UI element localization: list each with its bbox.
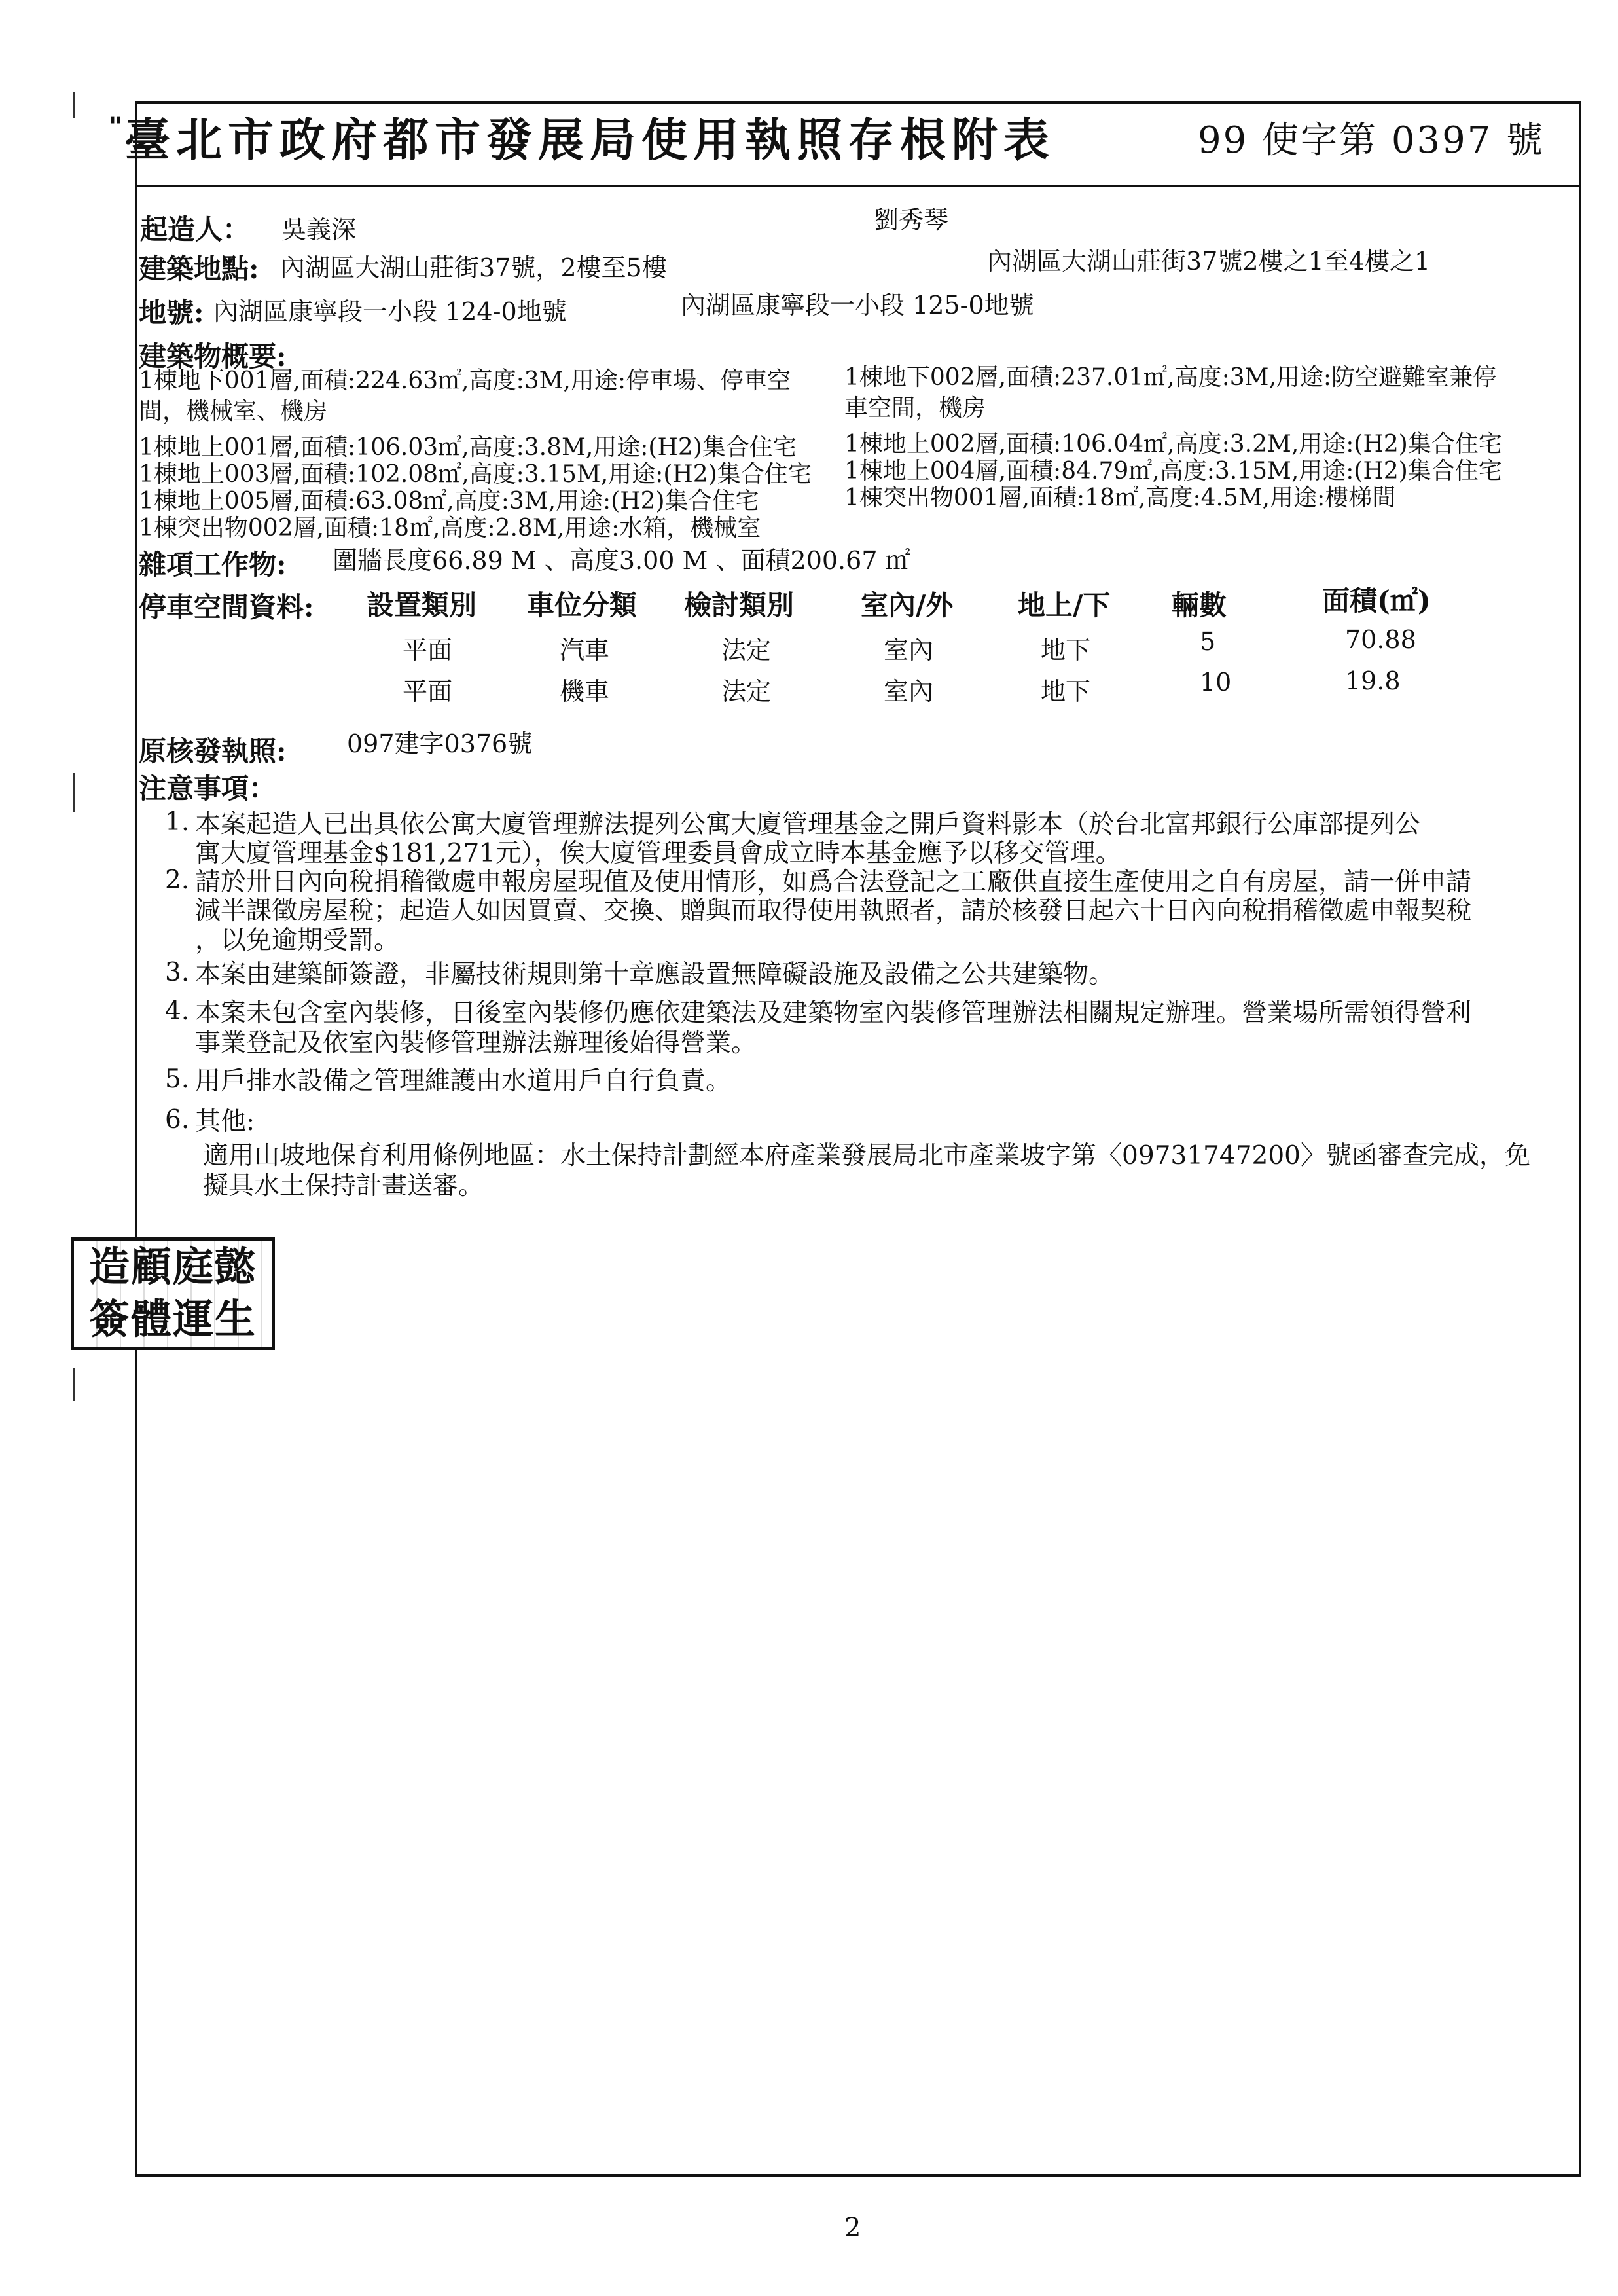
overview-right-line: 1棟地下002層,面積:237.01㎡,高度:3M,用途:防空避難室兼停	[844, 364, 1497, 391]
parking-cell: 19.8	[1345, 666, 1401, 695]
note-number: 4.	[165, 996, 190, 1026]
scan-mark	[73, 92, 75, 118]
parking-label: 停車空間資料:	[139, 591, 314, 623]
scan-mark	[73, 1368, 75, 1401]
parking-col-header: 檢討類別	[684, 589, 795, 621]
overview-right-line: 1棟突出物001層,面積:18㎡,高度:4.5M,用途:樓梯間	[844, 484, 1396, 511]
note-line: 寓大廈管理基金$181,271元），俟大廈管理委員會成立時本基金應予以移交管理。	[195, 839, 1121, 868]
parking-col-header: 輛數	[1172, 589, 1227, 621]
parking-cell: 平面	[403, 677, 453, 706]
note-number: 6.	[165, 1105, 190, 1135]
note-line: 本案起造人已出具依公寓大廈管理辦法提列公寓大廈管理基金之開戶資料影本（於台北富邦銀行公庫部提列公	[195, 810, 1421, 839]
overview-left-line: 間，機械室、機房	[139, 398, 328, 425]
parking-cell: 70.88	[1345, 625, 1416, 654]
title-divider	[135, 185, 1581, 187]
note-line: 本案由建築師簽證，非屬技術規則第十章應設置無障礙設施及設備之公共建築物。	[195, 960, 1115, 989]
official-seal-stamp	[71, 1237, 275, 1350]
notes-label: 注意事項：	[139, 773, 277, 805]
parking-cell: 機車	[560, 677, 610, 706]
overview-label: 建築物概要:	[139, 340, 287, 373]
parking-col-header: 設置類別	[367, 589, 477, 621]
parking-cell: 地下	[1041, 636, 1091, 665]
note-number: 2.	[165, 866, 190, 895]
note-number: 3.	[165, 958, 190, 987]
parking-col-header: 室內/外	[861, 589, 954, 621]
builder-name-1: 吳義深	[281, 215, 357, 244]
note-line: 用戶排水設備之管理維護由水道用戶自行負責。	[195, 1066, 732, 1096]
builder-label: 起造人：	[140, 213, 251, 246]
parking-cell: 法定	[721, 636, 772, 665]
note-other-line: 擬具水土保持計畫送審。	[203, 1171, 484, 1201]
note-line: 事業登記及依室內裝修管理辦法辦理後始得營業。	[195, 1029, 757, 1058]
overview-left-line: 1棟地下001層,面積:224.63㎡,高度:3M,用途:停車場、停車空	[139, 367, 791, 394]
original-permit-value: 097建字0376號	[347, 729, 533, 758]
site-label: 建築地點:	[139, 253, 259, 285]
note-other-line: 適用山坡地保育利用條例地區：水土保持計劃經本府產業發展局北市產業坡字第〈09731747200〉號函審查完成，免	[203, 1141, 1530, 1171]
page-title: 臺北市政府都市發展局使用執照存根附表	[124, 113, 1055, 167]
parking-cell: 室內	[884, 677, 934, 706]
page-number: 2	[844, 2213, 861, 2243]
note-line: 本案未包含室內裝修，日後室內裝修仍應依建築法及建築物室內裝修管理辦法相關規定辦理。營業場所需領得營利	[195, 998, 1472, 1028]
lot-number-1: 內湖區康寧段一小段 124-0地號	[213, 297, 567, 326]
misc-works-label: 雜項工作物:	[139, 549, 287, 581]
overview-right-line: 1棟地上004層,面積:84.79㎡,高度:3.15M,用途:(H2)集合住宅	[844, 458, 1502, 484]
seal-row: 簽體運生	[88, 1295, 257, 1343]
note-number: 5.	[165, 1065, 190, 1094]
overview-left-line: 1棟突出物002層,面積:18㎡,高度:2.8M,用途:水箱，機械室	[139, 515, 761, 541]
site-address-1: 內湖區大湖山莊街37號，2樓至5樓	[280, 253, 667, 282]
note-line: ，以免逾期受罰。	[195, 926, 400, 955]
original-permit-label: 原核發執照:	[139, 735, 287, 767]
parking-cell: 法定	[721, 677, 772, 706]
parking-col-header: 面積(㎡)	[1322, 585, 1431, 617]
builder-name-2: 劉秀琴	[874, 206, 949, 234]
note-line: 減半課徵房屋稅；起造人如因買賣、交換、贈與而取得使用執照者，請於核發日起六十日內向稅捐稽徵處申報契稅	[195, 896, 1472, 926]
overview-left-line: 1棟地上001層,面積:106.03㎡,高度:3.8M,用途:(H2)集合住宅	[139, 434, 797, 461]
parking-cell: 5	[1200, 627, 1216, 656]
parking-cell: 地下	[1041, 677, 1091, 706]
parking-cell: 10	[1200, 668, 1232, 697]
misc-works-value: 圍牆長度66.89 M 、高度3.00 M 、面積200.67 ㎡	[333, 546, 910, 575]
permit-number: 99 使字第 0397 號	[1198, 119, 1545, 162]
lot-number-2: 內湖區康寧段一小段 125-0地號	[681, 291, 1034, 319]
note-line: 其他:	[195, 1107, 255, 1137]
scan-mark	[73, 773, 75, 812]
overview-left-line: 1棟地上003層,面積:102.08㎡,高度:3.15M,用途:(H2)集合住宅	[139, 461, 812, 488]
parking-cell: 汽車	[560, 636, 610, 665]
overview-right-line: 1棟地上002層,面積:106.04㎡,高度:3.2M,用途:(H2)集合住宅	[844, 431, 1502, 458]
overview-left-line: 1棟地上005層,面積:63.08㎡,高度:3M,用途:(H2)集合住宅	[139, 488, 759, 515]
seal-row: 造顧庭懿	[88, 1243, 257, 1290]
overview-right-line: 車空間，機房	[844, 395, 986, 422]
lot-label: 地號:	[139, 297, 204, 329]
note-line: 請於卅日內向稅捐稽徵處申報房屋現值及使用情形，如爲合法登記之工廠供直接生產使用之自有房屋，請一併申請	[195, 867, 1472, 897]
note-number: 1.	[165, 807, 190, 837]
parking-col-header: 車位分類	[527, 589, 638, 621]
site-address-2: 內湖區大湖山莊街37號2樓之1至4樓之1	[987, 247, 1431, 276]
parking-col-header: 地上/下	[1018, 589, 1111, 621]
parking-cell: 平面	[403, 636, 453, 665]
parking-cell: 室內	[884, 636, 934, 665]
title-mark: "	[109, 111, 122, 142]
